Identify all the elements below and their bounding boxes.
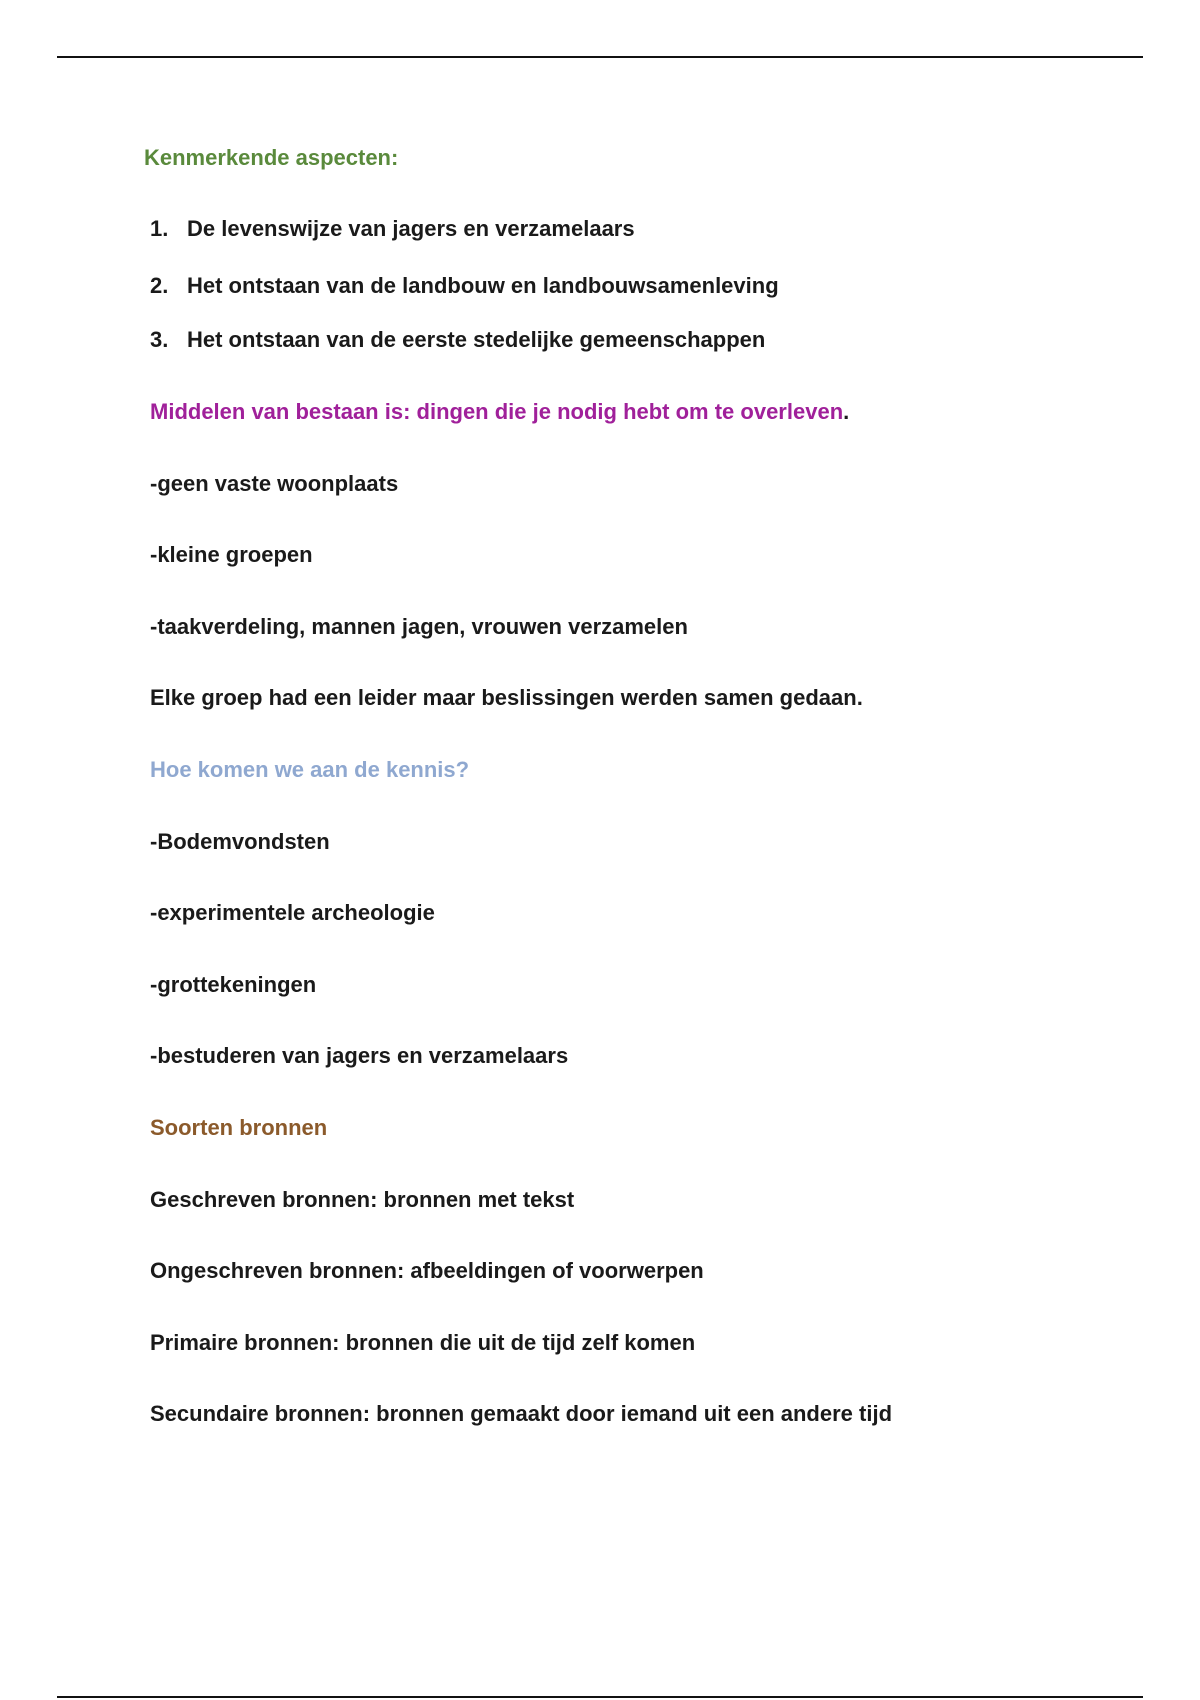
aspect-text: De levenswijze van jagers en verzamelaars [187, 216, 635, 241]
knowledge-item: -bestuderen van jagers en verzamelaars [150, 1043, 569, 1068]
characteristic-item: -kleine groepen [150, 542, 313, 567]
top-rule [57, 56, 1143, 58]
characteristic-item: -taakverdeling, mannen jagen, vrouwen verzamelen [150, 614, 688, 639]
knowledge-item: -experimentele archeologie [150, 900, 435, 925]
definition-text: Middelen van bestaan is: dingen die je nodig hebt om te overleven [150, 399, 844, 424]
aspect-number: 3. [150, 327, 169, 352]
source-type-item: Primaire bronnen: bronnen die uit de tijd zelf komen [150, 1330, 696, 1355]
heading-soorten-bronnen: Soorten bronnen [150, 1115, 328, 1140]
characteristic-item: -geen vaste woonplaats [150, 471, 399, 496]
knowledge-item: -grottekeningen [150, 972, 317, 997]
source-type-item: Secundaire bronnen: bronnen gemaakt door iemand uit een andere tijd [150, 1401, 893, 1426]
aspect-item-1 [150, 215, 635, 243]
definition-period: . [843, 399, 850, 424]
heading-kennis: Hoe komen we aan de kennis? [150, 757, 470, 782]
bottom-rule [57, 1696, 1143, 1698]
aspect-item-3 [150, 326, 765, 354]
heading-kenmerkende-aspecten: Kenmerkende aspecten: [144, 145, 399, 170]
source-type-item: Geschreven bronnen: bronnen met tekst [150, 1187, 575, 1212]
aspect-item-2 [150, 272, 779, 300]
aspect-text: Het ontstaan van de eerste stedelijke gemeenschappen [187, 327, 766, 352]
source-type-item: Ongeschreven bronnen: afbeeldingen of voorwerpen [150, 1258, 704, 1283]
aspect-text: Het ontstaan van de landbouw en landbouwsamenleving [187, 273, 779, 298]
aspect-number: 1. [150, 216, 169, 241]
definition-line [150, 398, 849, 426]
knowledge-item: -Bodemvondsten [150, 829, 330, 854]
leader-sentence: Elke groep had een leider maar beslissingen werden samen gedaan. [150, 685, 863, 710]
aspect-number: 2. [150, 273, 169, 298]
